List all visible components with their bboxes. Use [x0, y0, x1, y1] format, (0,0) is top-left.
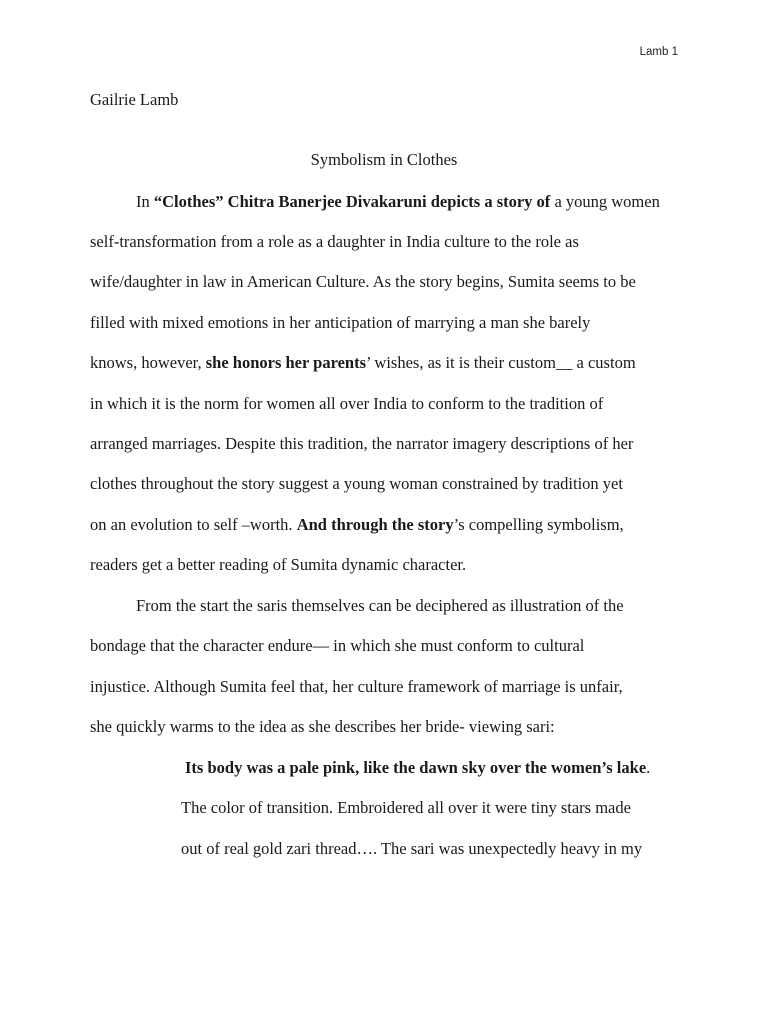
bold-text-run: she honors her parents	[205, 353, 367, 372]
essay-title: Symbolism in Clothes	[310, 150, 458, 169]
bold-text-run: And through the story	[296, 515, 454, 534]
text-run: .	[646, 758, 651, 777]
text-run: a young women	[550, 192, 660, 211]
paragraph-1-line-9	[90, 515, 624, 535]
text-run: on an evolution to self –worth.	[90, 515, 297, 534]
paragraph-2-line-1: From the start the saris themselves can be deciphered as illustration of the	[136, 596, 624, 615]
running-head: Lamb 1	[639, 46, 678, 58]
paragraph-1-line-10: readers get a better reading of Sumita dynamic character.	[90, 555, 467, 574]
paragraph-1-line-8: clothes throughout the story suggest a young woman constrained by tradition yet	[90, 474, 623, 493]
paragraph-1-line-6: in which it is the norm for women all over India to conform to the tradition of	[90, 394, 604, 413]
bold-text-run: Its body was a pale pink, like the dawn sky over the women’s lake	[185, 758, 647, 777]
paragraph-2-line-4: she quickly warms to the idea as she describes her bride- viewing sari:	[90, 717, 555, 736]
paragraph-1-line-3: wife/daughter in law in American Culture. As the story begins, Sumita seems to be	[90, 272, 636, 291]
text-run: ’s compelling symbolism,	[453, 515, 624, 534]
paragraph-1-line-4: filled with mixed emotions in her anticipation of marrying a man she barely	[90, 313, 591, 332]
paragraph-1-line-1	[136, 192, 660, 212]
author-name: Gailrie Lamb	[90, 90, 179, 109]
paragraph-1-line-2: self-transformation from a role as a daughter in India culture to the role as	[90, 232, 579, 251]
block-quote-line-3: out of real gold zari thread…. The sari was unexpectedly heavy in my	[181, 839, 643, 858]
paragraph-1-line-7: arranged marriages. Despite this tradition, the narrator imagery descriptions of her	[90, 434, 634, 453]
paragraph-2-line-2: bondage that the character endure— in which she must conform to cultural	[90, 636, 585, 655]
paragraph-2-line-3: injustice. Although Sumita feel that, her culture framework of marriage is unfair,	[90, 677, 623, 696]
paragraph-1-line-5	[90, 353, 636, 373]
block-quote-line-1	[185, 758, 650, 778]
block-quote-line-2: The color of transition. Embroidered all over it were tiny stars made	[181, 798, 631, 817]
bold-text-run: “Clothes” Chitra Banerjee Divakaruni depicts a story of	[153, 192, 551, 211]
text-run: knows, however,	[90, 353, 206, 372]
text-run: In	[136, 192, 154, 211]
text-run: ’ wishes, as it is their custom__ a custom	[366, 353, 636, 372]
